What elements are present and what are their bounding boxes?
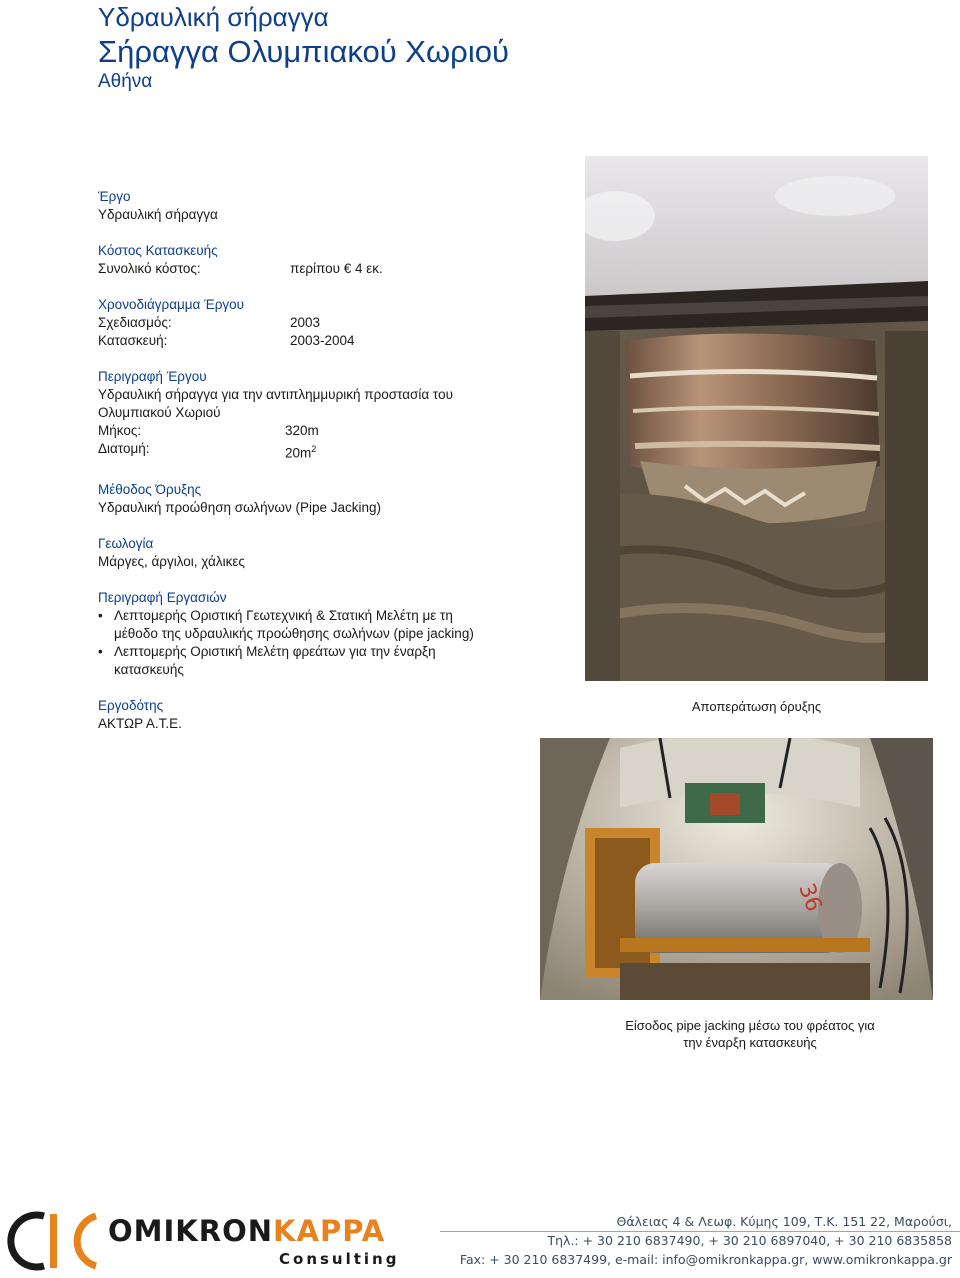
works-item [98,643,538,661]
bullet-icon: • [98,643,103,659]
category-title: Υδραυλική σήραγγα [98,2,329,32]
photo-caption-bottom-line-1: Είσοδος pipe jacking μέσω του φρέατος για [625,1018,875,1033]
construction-row [98,332,538,350]
footer [0,1200,960,1278]
photo-caption-bottom [600,1017,900,1051]
company-logo-icon [6,1208,106,1274]
photo-boring-completion [585,156,928,681]
geology-heading: Γεωλογία [98,535,154,551]
section-value-exponent: 2 [311,444,317,454]
bullet-icon: • [98,607,103,623]
design-label: Σχεδιασμός: [98,315,172,330]
cost-label: Συνολικό κόστος: [98,261,201,276]
page-title: Σήραγγα Ολυμπιακού Χωριού [98,34,509,69]
works-item-1-line-2: μέθοδο της υδραυλικής προώθησης σωλήνων (pipe jacking) [114,625,474,641]
photo-pipe-jacking-shaft [540,738,933,1000]
photo-caption-top: Αποπεράτωση όρυξης [691,699,822,714]
location: Αθήνα [98,71,153,92]
project-details [98,188,538,733]
works-item-2-line-2: κατασκευής [114,661,184,677]
length-label: Μήκος: [98,423,142,438]
photo-boring-completion-image [585,156,928,681]
photo-caption-bottom-line-2: την έναρξη κατασκευής [683,1035,817,1050]
design-value: 2003 [290,315,321,330]
brand-consulting: Consulting [279,1250,400,1268]
length-row [98,422,538,440]
description-line-2: Ολυμπιακού Χωριού [98,405,221,420]
cost-row [98,260,538,278]
brand-omikron: OMIKRON [108,1214,274,1248]
project-value: Υδραυλική σήραγγα [98,207,218,222]
works-heading: Περιγραφή Εργασιών [98,589,227,605]
brand-name [108,1214,385,1248]
cost-heading: Κόστος Κατασκευής [98,243,218,258]
contact-fax-email-web: Fax: + 30 210 6837499, e-mail: info@omikronkappa.gr, www.omikronkappa.gr [459,1252,952,1267]
section-row [98,440,538,463]
contact-phones: Τηλ.: + 30 210 6837490, + 30 210 6897040, + 30 210 6835858 [547,1233,952,1248]
client-value: ΑΚΤΩΡ Α.Τ.Ε. [98,715,182,731]
geology-value: Μάργες, άργιλοι, χάλικες [98,553,245,569]
description-heading: Περιγραφή Έργου [98,369,207,384]
works-item-1-line-1: Λεπτομερής Οριστική Γεωτεχνική & Στατική Μελέτη με τη [114,607,453,623]
svg-text:36: 36 [793,880,827,916]
schedule-heading: Χρονοδιάγραμμα Έργου [98,297,245,312]
contact-address: Θάλειας 4 & Λεωφ. Κύμης 109, Τ.Κ. 151 22, Μαρούσι, [616,1214,952,1229]
section-value [285,440,316,463]
photo-pipe-jacking-shaft-image [540,738,933,1000]
section-value-number: 20m [285,445,312,461]
works-item [98,607,538,625]
works-item-2-line-1: Λεπτομερής Οριστική Μελέτη φρεάτων για την έναρξη [114,643,436,659]
contact-block [460,1212,952,1269]
construction-label: Κατασκευή: [98,333,168,348]
brand-kappa: KAPPA [273,1214,386,1248]
design-row [98,314,538,332]
length-value: 320m [285,423,319,438]
construction-value: 2003-2004 [290,333,355,348]
method-heading: Μέθοδος Όρυξης [98,481,202,497]
description-line-1: Υδραυλική σήραγγα για την αντιπλημμυρική προστασία του [98,387,453,402]
cost-value: περίπου € 4 εκ. [290,261,383,276]
client-heading: Εργοδότης [98,697,164,713]
project-heading: Έργο [98,189,131,204]
method-value: Υδραυλική προώθηση σωλήνων (Pipe Jacking) [98,499,381,515]
section-label: Διατομή: [98,441,150,456]
